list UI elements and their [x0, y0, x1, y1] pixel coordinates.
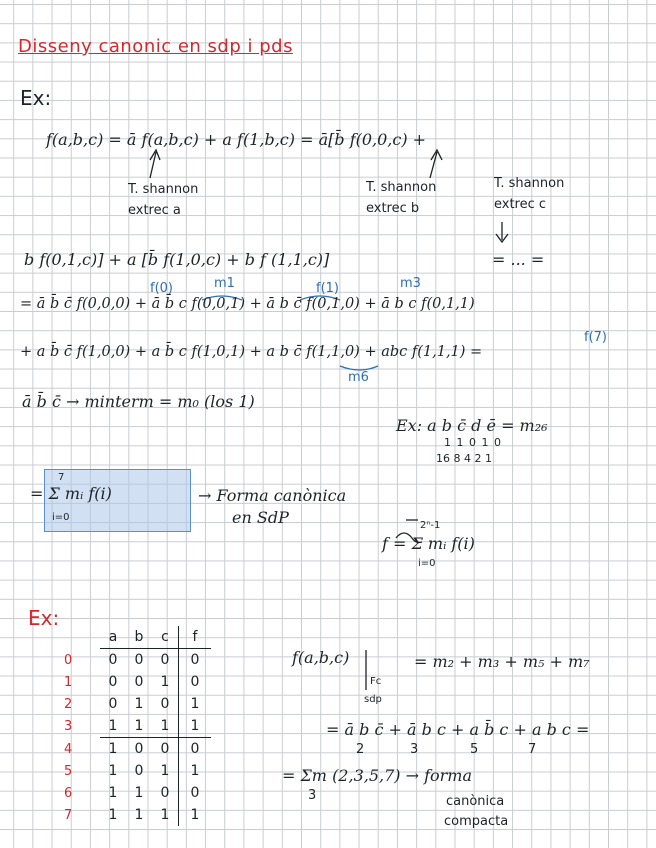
- fc-subscript: Fc: [370, 676, 382, 687]
- row-index: 6: [64, 786, 73, 801]
- cell-a: 0: [108, 696, 118, 712]
- cell-a: 1: [108, 807, 118, 823]
- note-shannon-c: T. shannon extrec c: [494, 176, 565, 212]
- over-f7: f(7): [584, 330, 607, 345]
- general-sum-lower: i=0: [418, 558, 436, 569]
- table-row: [100, 693, 211, 715]
- header-f: f: [179, 626, 212, 649]
- table-row: [100, 760, 211, 782]
- cell-f: 0: [179, 782, 212, 804]
- minterm-example: Ex: a b c̄ d ē = m₂₆: [396, 416, 548, 435]
- fc-lhs: f(a,b,c): [292, 648, 350, 667]
- cell-c: 0: [160, 785, 170, 801]
- fc-subscript2: sdp: [364, 694, 382, 705]
- compact-form-expression: = Σm (2,3,5,7) → forma: [282, 766, 473, 785]
- minterm-bits: 1 1 0 1 0: [444, 436, 502, 449]
- page-title: Disseny canonic en sdp i pds: [18, 36, 293, 57]
- cell-f: 1: [179, 760, 212, 782]
- under-m6: m6: [348, 370, 369, 385]
- minterm-weights: 16 8 4 2 1: [436, 452, 492, 465]
- table-row: [100, 804, 211, 826]
- cell-f: 1: [179, 804, 212, 826]
- over-f1: f(1): [316, 281, 339, 296]
- fc-expanded-products: = ā b c̄ + ā b c + a b̄ c + a b c =: [326, 720, 590, 739]
- minterm-definition: ā b̄ c̄ → minterm = m₀ (los 1): [22, 392, 255, 411]
- over-f0: f(0): [150, 281, 173, 296]
- table-row: [100, 738, 211, 761]
- en-sdp-label: en SdP: [232, 508, 289, 527]
- cell-c: 1: [160, 807, 170, 823]
- shannon-equation-line2: b f(0,1,c)] + a [b̄ f(1,0,c) + b f (1,1,c)]: [24, 250, 330, 269]
- minterm-expansion-line1: = ā b̄ c̄ f(0,0,0) + ā b̄ c f(0,0,1) + ā b c̄ f(0,1,0) + ā b c f(0,1,1): [20, 296, 475, 312]
- cell-f: 0: [179, 671, 212, 693]
- row-index: 2: [64, 697, 73, 712]
- note-shannon-a: T. shannon extrec a: [128, 182, 199, 218]
- minterm-expansion-line2: + a b̄ c̄ f(1,0,0) + a b̄ c f(1,0,1) + a b c̄ f(1,1,0) + abc f(1,1,1) =: [20, 344, 483, 360]
- row-index: 4: [64, 742, 73, 757]
- cell-a: 1: [108, 785, 118, 801]
- table-row: [100, 782, 211, 804]
- general-canonical-sum: f = Σ mᵢ f(i): [382, 534, 475, 553]
- cell-b: 0: [134, 763, 144, 779]
- header-b: b: [126, 626, 152, 649]
- cell-c: 0: [160, 696, 170, 712]
- cell-c: 0: [160, 652, 170, 668]
- header-c: c: [152, 626, 179, 649]
- over-m1: m1: [214, 276, 235, 291]
- row-index: 3: [64, 719, 73, 734]
- sum-lower-limit: i=0: [52, 512, 70, 523]
- cell-c: 1: [160, 674, 170, 690]
- row-index: 7: [64, 808, 73, 823]
- compact-compacta-label: compacta: [444, 814, 509, 829]
- cell-c: 1: [152, 715, 179, 738]
- expand-index-7: 7: [528, 742, 537, 757]
- example-label: Ex:: [20, 86, 52, 110]
- header-a: a: [100, 626, 126, 649]
- truth-table-header: [100, 626, 211, 649]
- truth-table: [100, 626, 211, 826]
- table-row: [100, 715, 211, 738]
- cell-b: 1: [134, 785, 144, 801]
- cell-b: 0: [134, 652, 144, 668]
- cell-f: 1: [179, 693, 212, 715]
- cell-a: 1: [100, 715, 126, 738]
- expand-index-3: 3: [410, 742, 419, 757]
- forma-canonica-label: → Forma canònica: [198, 486, 347, 505]
- cell-a: 1: [108, 741, 118, 757]
- cell-b: 0: [134, 674, 144, 690]
- shannon-equation-tail: = ... =: [492, 250, 545, 269]
- row-index: 0: [64, 653, 73, 668]
- expand-index-5: 5: [470, 742, 479, 757]
- cell-f: 1: [179, 715, 212, 738]
- table-row: [100, 649, 211, 672]
- row-index: 5: [64, 764, 73, 779]
- cell-b: 1: [126, 715, 152, 738]
- cell-b: 0: [134, 741, 144, 757]
- cell-a: 0: [108, 652, 118, 668]
- cell-b: 1: [134, 807, 144, 823]
- compact-canonica-label: canònica: [446, 794, 505, 809]
- sum-upper-limit: 7: [58, 472, 65, 483]
- example2-label: Ex:: [28, 606, 60, 630]
- expand-index-2: 2: [356, 742, 365, 757]
- table-row: [100, 671, 211, 693]
- note-shannon-b: T. shannon extrec b: [366, 180, 437, 216]
- shannon-equation-line1: f(a,b,c) = ā f(a,b,c) + a f(1,b,c) = ā[b̄ f(0,0,c) +: [46, 130, 427, 149]
- fc-minterm-sum: = m₂ + m₃ + m₅ + m₇: [414, 652, 590, 671]
- cell-c: 0: [160, 741, 170, 757]
- general-sum-upper: 2ⁿ-1: [420, 520, 441, 531]
- compact-subscript: 3: [308, 788, 317, 803]
- canonical-sum-expression: = Σ mᵢ f(i): [30, 484, 112, 503]
- cell-f: 0: [179, 738, 212, 761]
- cell-a: 1: [108, 763, 118, 779]
- over-m3: m3: [400, 276, 421, 291]
- cell-f: 0: [179, 649, 212, 672]
- cell-a: 0: [108, 674, 118, 690]
- cell-c: 1: [160, 763, 170, 779]
- cell-b: 1: [134, 696, 144, 712]
- row-index: 1: [64, 675, 73, 690]
